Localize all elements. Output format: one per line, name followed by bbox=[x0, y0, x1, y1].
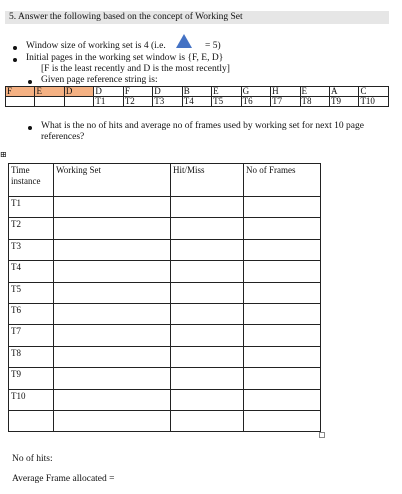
question-prompt-cont: references? bbox=[41, 132, 85, 142]
hit-miss-cell[interactable] bbox=[171, 218, 244, 239]
ref-time-cell: T9 bbox=[329, 97, 358, 107]
frames-cell[interactable] bbox=[244, 389, 321, 410]
time-instance-cell[interactable]: T2 bbox=[9, 218, 54, 239]
frames-cell[interactable] bbox=[244, 325, 321, 346]
table-row bbox=[9, 282, 321, 303]
time-instance-cell[interactable]: T3 bbox=[9, 239, 54, 260]
working-set-cell[interactable] bbox=[54, 389, 171, 410]
delta-triangle-icon bbox=[176, 34, 192, 48]
hit-miss-cell[interactable] bbox=[171, 368, 244, 389]
ref-time-cell-empty bbox=[64, 97, 93, 107]
ref-time-cell: T8 bbox=[300, 97, 329, 107]
working-set-cell[interactable] bbox=[54, 325, 171, 346]
initial-pages-text: Initial pages in the working set window is {F, E, D} bbox=[26, 53, 224, 63]
frames-cell[interactable] bbox=[244, 346, 321, 367]
ref-page-cell: A bbox=[329, 87, 358, 97]
header-no-of-frames: No of Frames bbox=[244, 164, 321, 197]
table-row bbox=[9, 325, 321, 346]
average-frames-label: Average Frame allocated = bbox=[12, 474, 115, 484]
ref-page-cell: E bbox=[300, 87, 329, 97]
time-instance-cell[interactable]: T10 bbox=[9, 389, 54, 410]
hit-miss-cell[interactable] bbox=[171, 325, 244, 346]
working-set-cell[interactable] bbox=[54, 197, 171, 218]
header-time-instance: Time instance bbox=[9, 164, 54, 197]
hit-miss-cell[interactable] bbox=[171, 346, 244, 367]
ref-page-cell: E bbox=[35, 87, 64, 97]
bullet bbox=[13, 46, 17, 50]
frames-cell[interactable] bbox=[244, 197, 321, 218]
ref-time-cell: T6 bbox=[241, 97, 270, 107]
time-instance-cell[interactable]: T8 bbox=[9, 346, 54, 367]
header-hit-miss: Hit/Miss bbox=[171, 164, 244, 197]
ref-time-cell: T2 bbox=[123, 97, 152, 107]
table-header-row bbox=[9, 164, 321, 197]
working-set-table bbox=[8, 163, 321, 432]
question-heading: 5. Answer the following based on the concept of Working Set bbox=[5, 11, 389, 24]
hit-miss-cell[interactable] bbox=[171, 261, 244, 282]
frames-cell[interactable] bbox=[244, 239, 321, 260]
time-instance-cell[interactable]: T5 bbox=[9, 282, 54, 303]
frames-cell[interactable] bbox=[244, 368, 321, 389]
table-row bbox=[9, 197, 321, 218]
ref-page-cell: B bbox=[182, 87, 211, 97]
ref-time-cell: T5 bbox=[212, 97, 241, 107]
ref-page-cell: D bbox=[153, 87, 182, 97]
working-set-cell[interactable] bbox=[54, 282, 171, 303]
ref-page-cell: D bbox=[64, 87, 93, 97]
reference-times-row bbox=[6, 97, 389, 107]
hits-label: No of hits: bbox=[12, 454, 53, 464]
working-set-cell[interactable] bbox=[54, 410, 171, 431]
bullet bbox=[28, 126, 32, 130]
table-row bbox=[9, 261, 321, 282]
time-instance-cell[interactable]: T9 bbox=[9, 368, 54, 389]
hit-miss-cell[interactable] bbox=[171, 389, 244, 410]
ref-page-cell: C bbox=[359, 87, 389, 97]
ref-time-cell-empty bbox=[6, 97, 35, 107]
hit-miss-cell[interactable] bbox=[171, 239, 244, 260]
reference-pages-row bbox=[6, 87, 389, 97]
recency-note: [F is the least recently and D is the most recently] bbox=[41, 64, 230, 74]
ref-time-cell: T7 bbox=[271, 97, 300, 107]
ref-time-cell: T10 bbox=[359, 97, 389, 107]
given-ref-label: Given page reference string is: bbox=[41, 75, 158, 85]
ref-page-cell: D bbox=[94, 87, 123, 97]
question-prompt: What is the no of hits and average no of frames used by working set for next 10 page bbox=[41, 121, 364, 131]
frames-cell[interactable] bbox=[244, 261, 321, 282]
table-row bbox=[9, 218, 321, 239]
hit-miss-cell[interactable] bbox=[171, 197, 244, 218]
hit-miss-cell[interactable] bbox=[171, 410, 244, 431]
frames-cell[interactable] bbox=[244, 410, 321, 431]
reference-string-table bbox=[5, 86, 389, 107]
table-row bbox=[9, 346, 321, 367]
working-set-cell[interactable] bbox=[54, 261, 171, 282]
working-set-cell[interactable] bbox=[54, 346, 171, 367]
header-working-set: Working Set bbox=[54, 164, 171, 197]
bullet bbox=[13, 58, 17, 62]
working-set-table-body bbox=[9, 164, 321, 432]
ref-page-cell: E bbox=[212, 87, 241, 97]
ref-time-cell: T3 bbox=[153, 97, 182, 107]
time-instance-cell[interactable]: T6 bbox=[9, 303, 54, 324]
table-row bbox=[9, 410, 321, 431]
time-instance-cell[interactable]: T4 bbox=[9, 261, 54, 282]
table-row bbox=[9, 239, 321, 260]
table-row bbox=[9, 368, 321, 389]
working-set-cell[interactable] bbox=[54, 239, 171, 260]
table-row bbox=[9, 389, 321, 410]
table-row bbox=[9, 303, 321, 324]
working-set-cell[interactable] bbox=[54, 368, 171, 389]
ref-page-cell: H bbox=[271, 87, 300, 97]
ref-page-cell: F bbox=[123, 87, 152, 97]
table-resize-handle[interactable] bbox=[319, 432, 325, 438]
frames-cell[interactable] bbox=[244, 218, 321, 239]
ref-time-cell: T1 bbox=[94, 97, 123, 107]
time-instance-cell[interactable] bbox=[9, 410, 54, 431]
frames-cell[interactable] bbox=[244, 303, 321, 324]
hit-miss-cell[interactable] bbox=[171, 282, 244, 303]
window-size-text: Window size of working set is 4 (i.e. bbox=[26, 41, 166, 51]
bullet bbox=[28, 80, 32, 84]
ref-time-cell-empty bbox=[35, 97, 64, 107]
time-instance-cell[interactable]: T1 bbox=[9, 197, 54, 218]
ref-page-cell: G bbox=[241, 87, 270, 97]
time-instance-cell[interactable]: T7 bbox=[9, 325, 54, 346]
window-size-suffix: = 5) bbox=[205, 41, 221, 51]
working-set-cell[interactable] bbox=[54, 218, 171, 239]
hit-miss-cell[interactable] bbox=[171, 303, 244, 324]
frames-cell[interactable] bbox=[244, 282, 321, 303]
ref-time-cell: T4 bbox=[182, 97, 211, 107]
table-move-handle-icon[interactable]: ⊞ bbox=[0, 150, 7, 159]
working-set-cell[interactable] bbox=[54, 303, 171, 324]
ref-page-cell: F bbox=[6, 87, 35, 97]
